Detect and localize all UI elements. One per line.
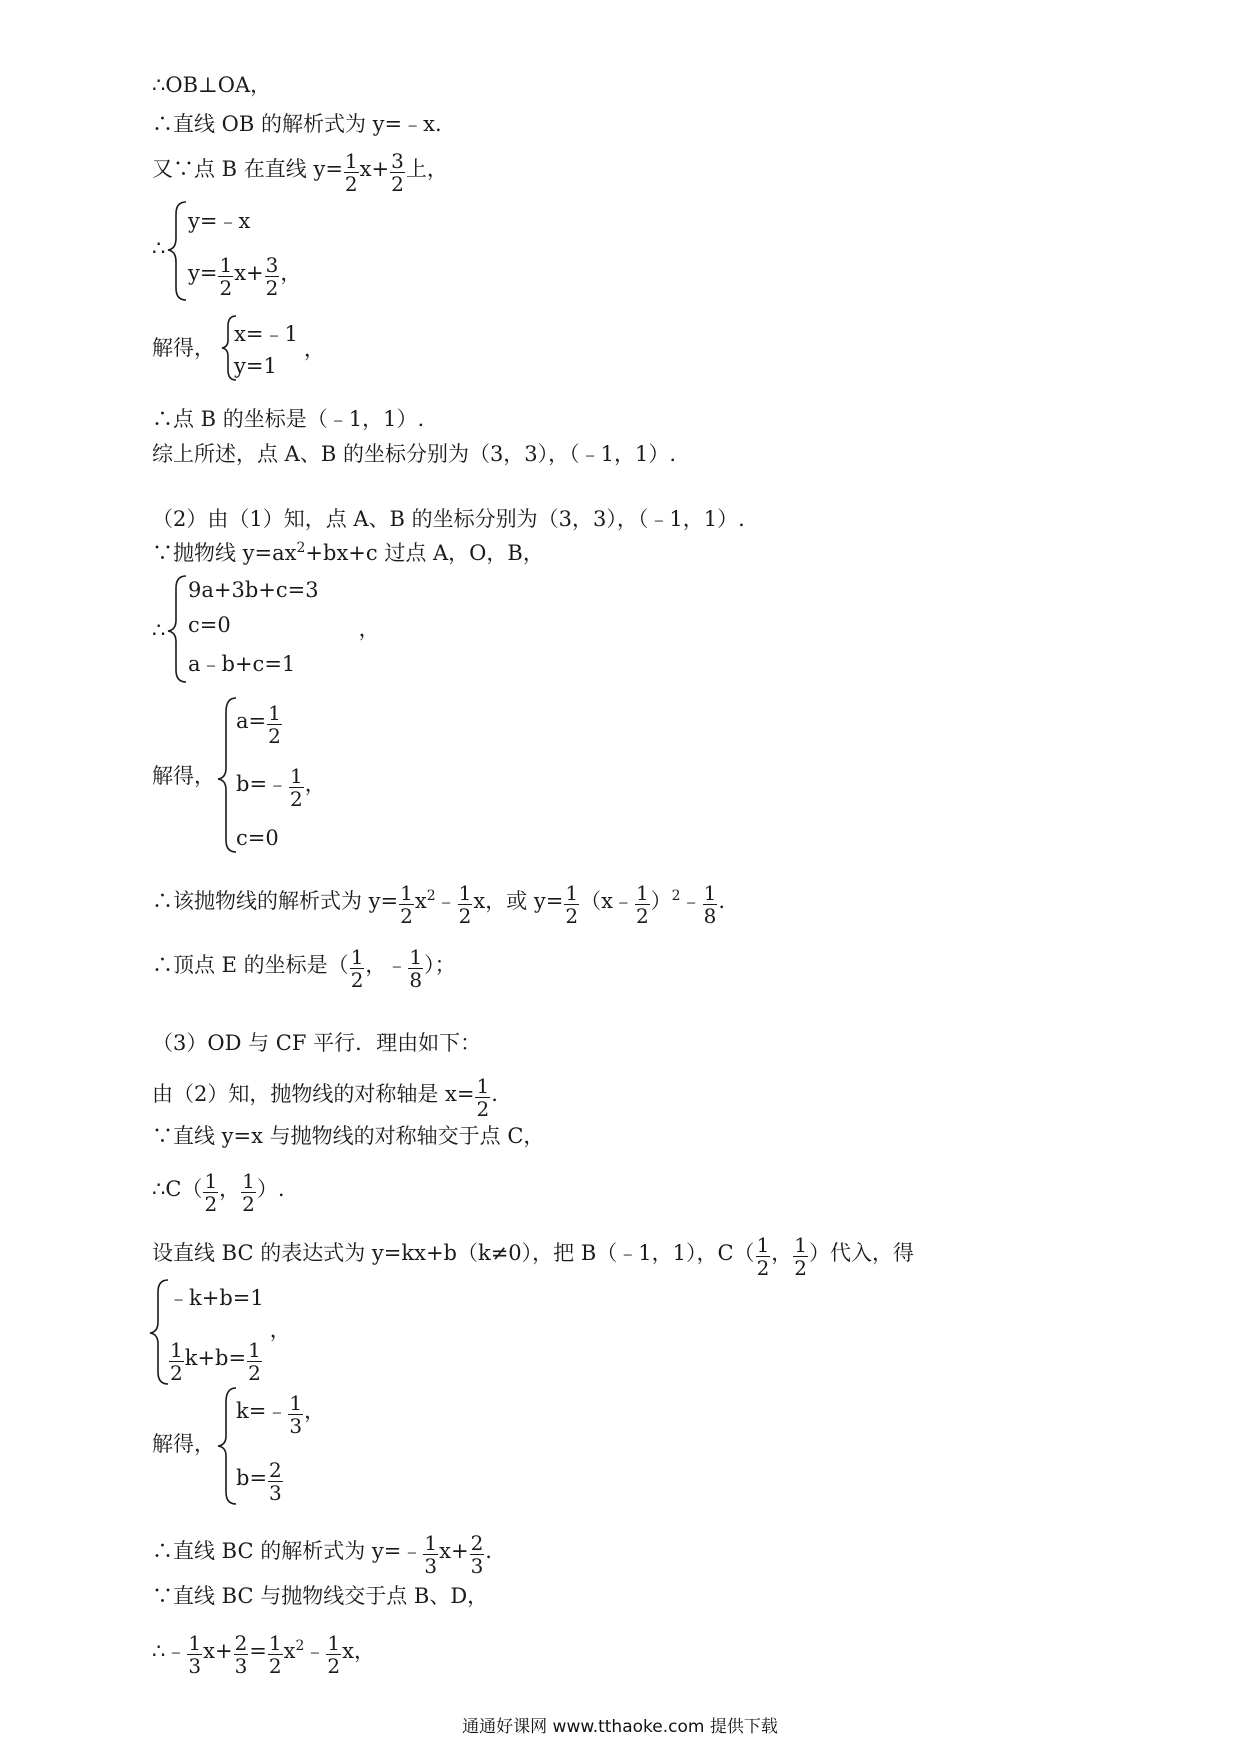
therefore-symbol: ∴: [152, 236, 166, 260]
line-bc-intersects-parabola: ∵直线 BC 与抛物线交于点 B、D，: [152, 1584, 489, 1608]
equation-system-1: y=﹣x y= $\frac{1}{2}$ x+ $\frac{3}{2}$ ，: [188, 209, 302, 300]
therefore-symbol: ∴: [152, 618, 166, 642]
line-axis-of-symmetry: 由（2）知，抛物线的对称轴是 x= $\frac{1}{2}$ .: [152, 1074, 498, 1121]
part-3-intro: （3）OD 与 CF 平行．理由如下：: [152, 1031, 482, 1055]
brace-solution-1: [222, 316, 236, 380]
solution-3-lead: 解得，: [152, 1432, 215, 1456]
fraction: $\frac{3}{2}$: [391, 149, 404, 196]
line-ob-equation: ∴直线 OB 的解析式为 y=﹣x.: [152, 112, 442, 136]
line-ob-perp-oa: ∴OB⊥OA，: [152, 73, 272, 97]
brace-system-1: [168, 202, 186, 300]
solution-system-2: a= $\frac{1}{2}$ b=﹣ $\frac{1}{2}$ ， c=0: [236, 701, 326, 850]
brace-solution-3: [218, 1388, 236, 1504]
solution-system-1: x=﹣1 y=1 ，: [234, 322, 325, 378]
line-intersection-equation: ∴﹣ $\frac{1}{3}$ x+ $\frac{2}{3}$ = $\frac{1}{2}$ $x^2﹣$ $\frac{1}{2}$ x，: [152, 1631, 375, 1678]
part-2-parabola: ∵抛物线 $y=ax^2+bx+c$ 过点 A，O，B，: [152, 540, 544, 565]
brace-system-3: [150, 1280, 168, 1384]
fraction: $\frac{1}{2}$: [344, 149, 358, 196]
line-point-c: ∴C（ $\frac{1}{2}$ ， $\frac{1}{2}$ ）.: [152, 1169, 285, 1216]
line-point-b-on-line: 又∵点 B 在直线 y= $\frac{1}{2}$ x+ $\frac{3}{2}$ 上，: [152, 149, 448, 196]
footer-watermark: 通通好课网 www.tthaoke.com 提供下载: [462, 1717, 778, 1737]
line-vertex-e: ∴顶点 E 的坐标是（ $\frac{1}{2}$ ，﹣ $\frac{1}{8}$ ）；: [152, 945, 456, 992]
line-intersect-c: ∵直线 y=x 与抛物线的对称轴交于点 C，: [152, 1124, 545, 1148]
solution-1-lead: 解得，: [152, 336, 215, 360]
line-point-b-coords: ∴点 B 的坐标是（﹣1，1）.: [152, 407, 425, 431]
part-2-intro: （2）由（1）知，点 A、B 的坐标分别为（3，3），（﹣1，1）.: [152, 507, 745, 531]
line-summary-coords: 综上所述，点 A、B 的坐标分别为（3，3），（﹣1，1）.: [152, 442, 677, 466]
equation-system-3: ﹣k+b=1 $\frac{1}{2}$ k+b= $\frac{1}{2}$ ，: [168, 1286, 291, 1385]
solution-2-lead: 解得，: [152, 764, 215, 788]
equation-system-2: 9a+3b+c=3 c=0 a﹣b+c=1 ，: [188, 578, 380, 676]
line-parabola-expression: ∴该抛物线的解析式为 y= $\frac{1}{2}$ $x^2﹣$ $\frac{1}{2}$ x，或 y= $\frac{1}{2}$ （x﹣ $\frac{1}{2}$ ）$^2$﹣ $\frac{1}{8}$ .: [152, 881, 726, 928]
line-bc-equation: ∴直线 BC 的解析式为 y=﹣ $\frac{1}{3}$ x+ $\frac{2}{3}$ .: [152, 1531, 492, 1578]
solution-system-3: k=﹣ $\frac{1}{3}$ ， b= $\frac{2}{3}$: [236, 1391, 326, 1505]
line-bc-setup: 设直线 BC 的表达式为 y=kx+b（k≠0），把 B（﹣1，1），C（ $\frac{1}{2}$ ， $\frac{1}{2}$ ）代入，得: [152, 1233, 915, 1280]
brace-solution-2: [218, 698, 236, 852]
brace-system-2: [168, 576, 186, 682]
